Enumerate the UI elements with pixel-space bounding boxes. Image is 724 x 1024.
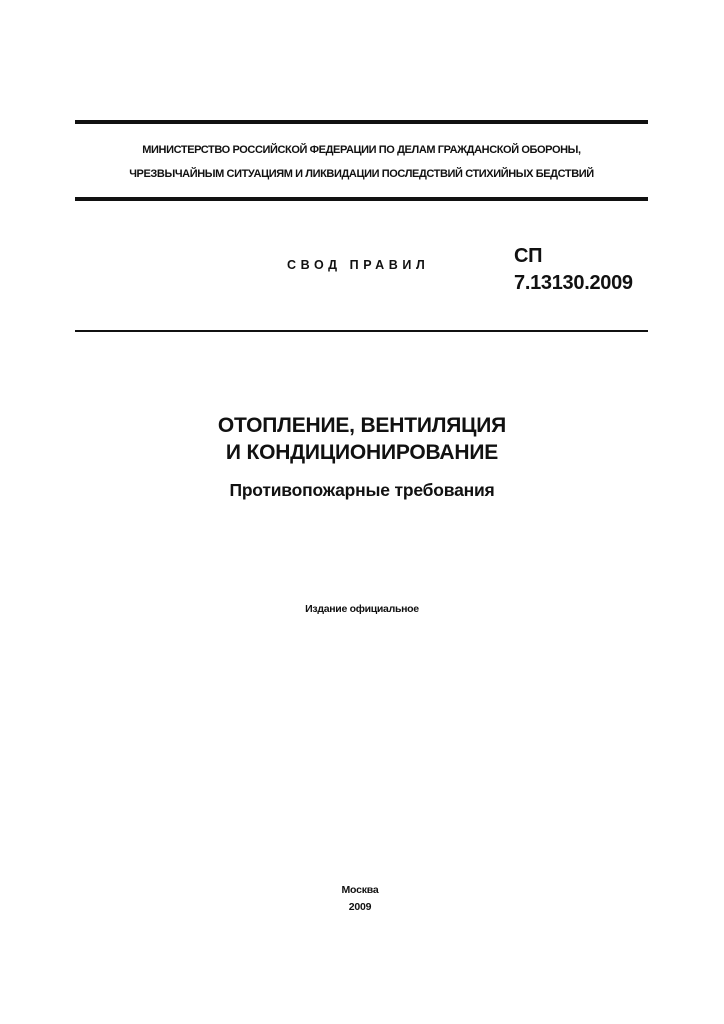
- ministry-header: [75, 138, 648, 186]
- imprint-city: Москва: [341, 884, 379, 896]
- code-number: 7.13130.2009: [514, 272, 633, 294]
- code-prefix: СП: [514, 245, 543, 267]
- document-type-label: СВОД ПРАВИЛ: [287, 258, 430, 272]
- imprint-year: 2009: [348, 901, 372, 913]
- ministry-line-1: МИНИСТЕРСТВО РОССИЙСКОЙ ФЕДЕРАЦИИ ПО ДЕЛАМ ГРАЖДАНСКОЙ ОБОРОНЫ,: [142, 144, 581, 156]
- ministry-line-2: ЧРЕЗВЫЧАЙНЫМ СИТУАЦИЯМ И ЛИКВИДАЦИИ ПОСЛЕДСТВИЙ СТИХИЙНЫХ БЕДСТВИЙ: [129, 168, 594, 180]
- top-rule: [75, 120, 648, 124]
- designation-rule: [75, 330, 648, 332]
- edition-note: Издание официальное: [305, 603, 419, 615]
- title-line-2: И КОНДИЦИОНИРОВАНИЕ: [225, 441, 499, 464]
- imprint: [250, 882, 470, 916]
- document-subtitle: Противопожарные требования: [229, 480, 495, 500]
- document-title: [100, 412, 624, 466]
- document-code: [514, 243, 633, 297]
- title-line-1: ОТОПЛЕНИЕ, ВЕНТИЛЯЦИЯ: [217, 414, 507, 437]
- header-bottom-rule: [75, 197, 648, 201]
